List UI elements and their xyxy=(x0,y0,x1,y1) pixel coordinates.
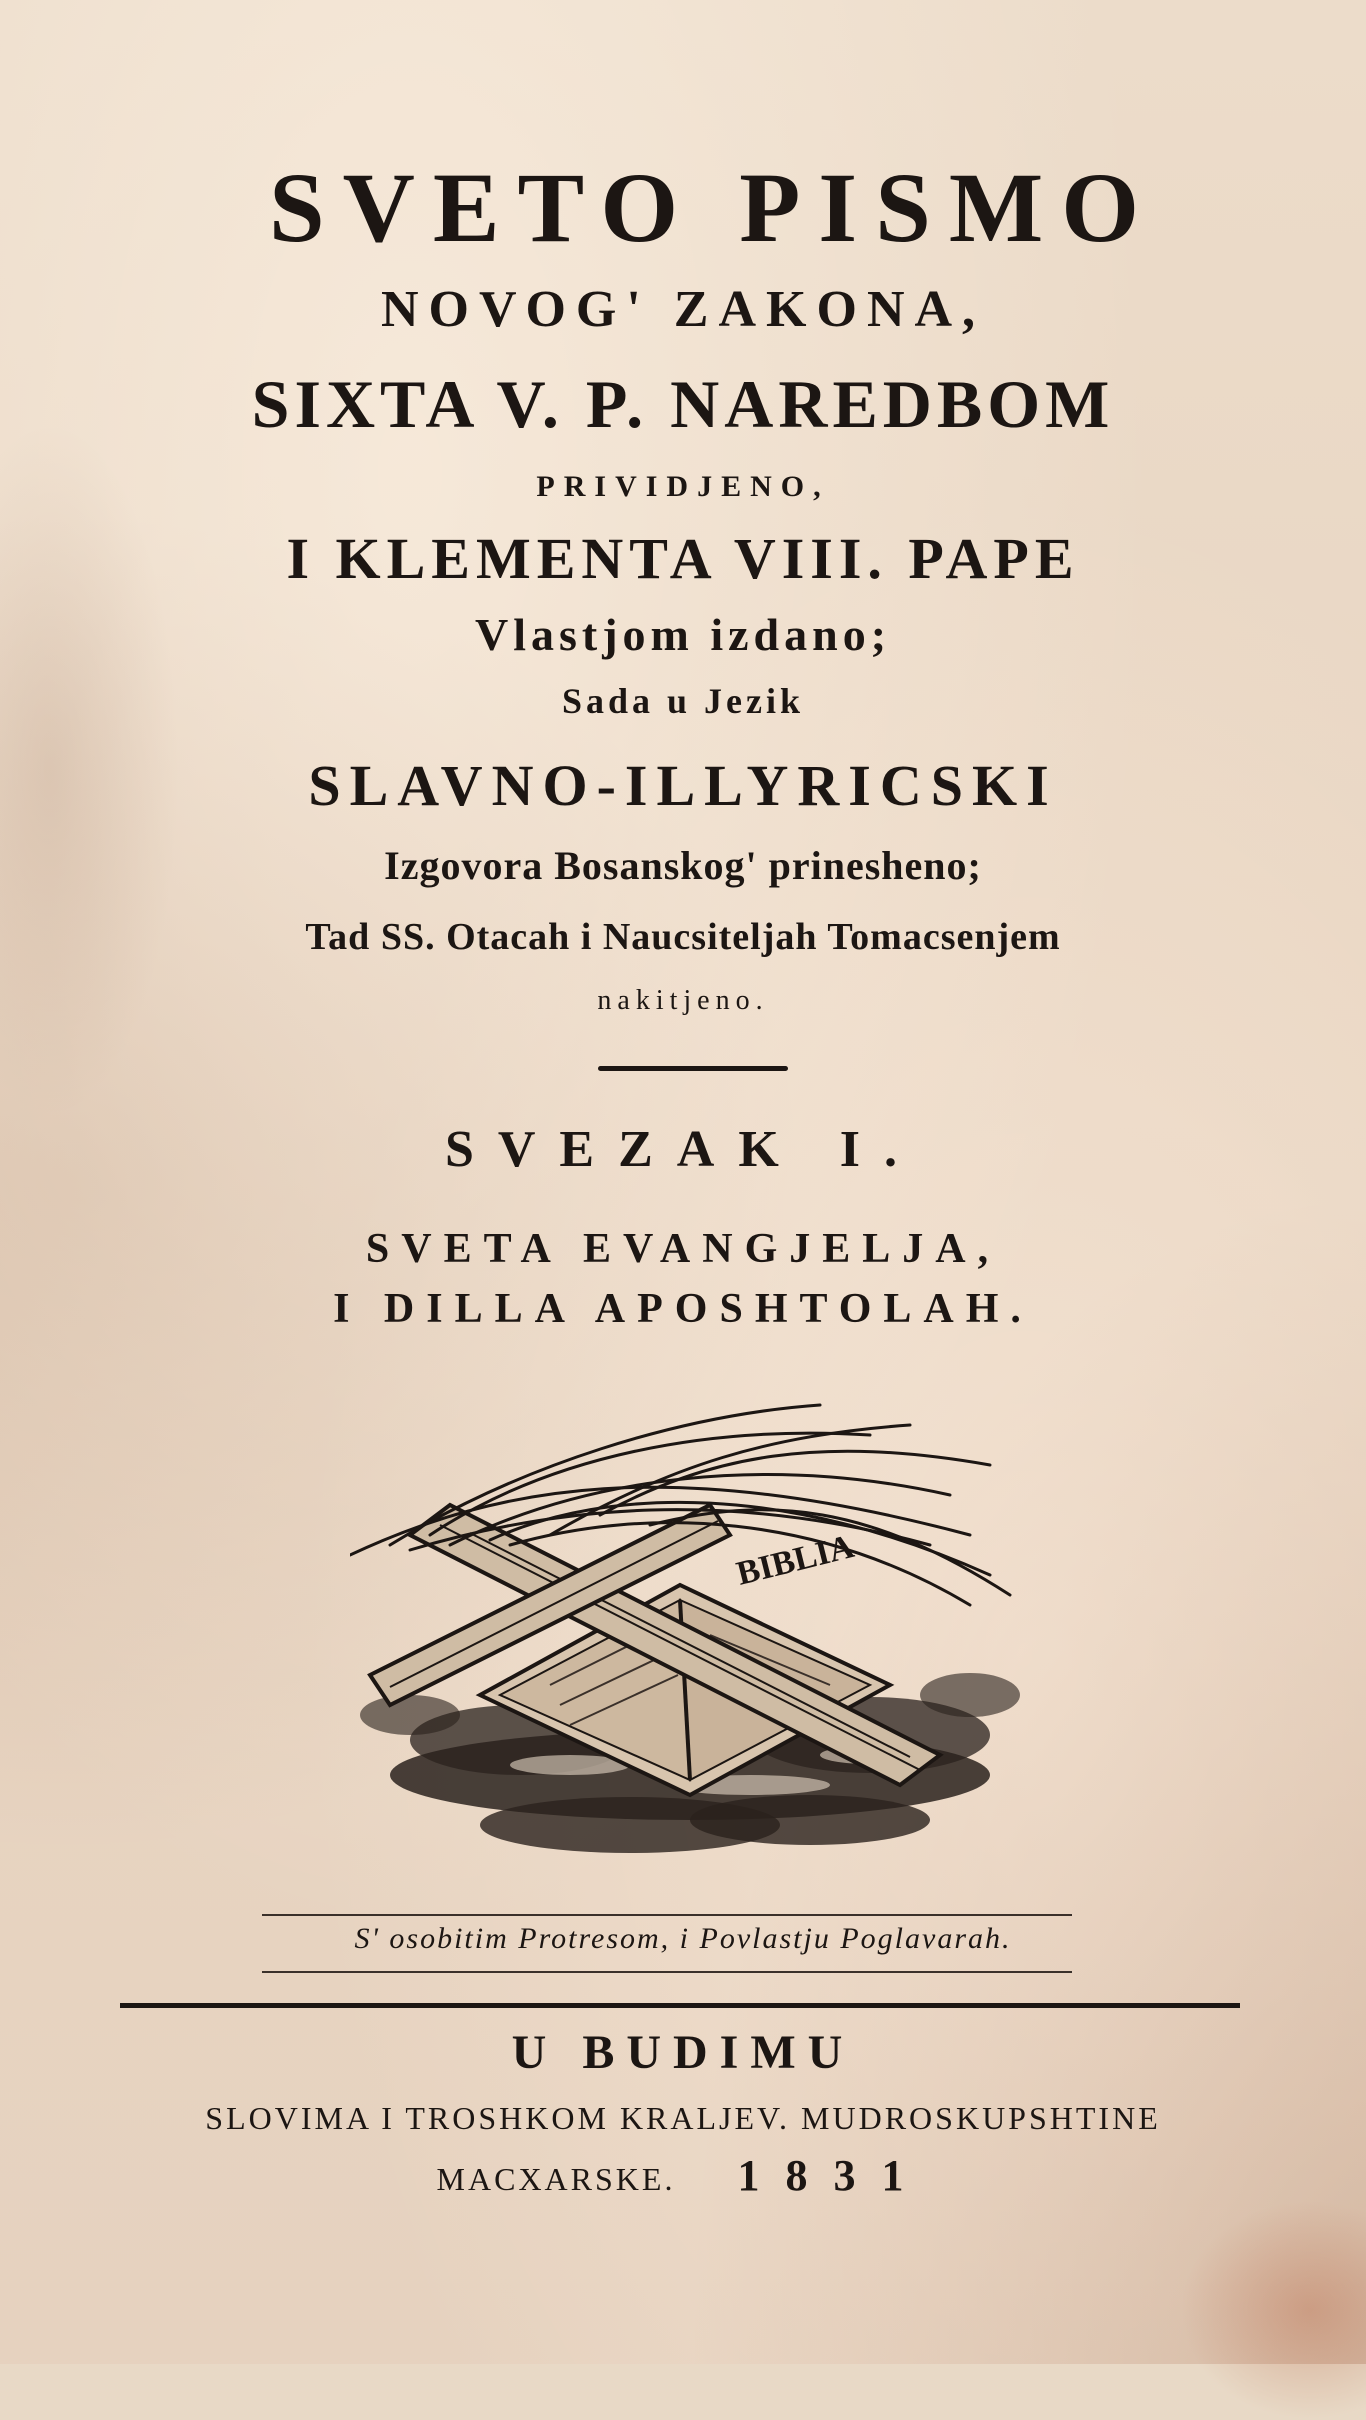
bible-cross-palm-vignette xyxy=(350,1395,1030,1875)
contents-line: I DILLA APOSHTOLAH. xyxy=(333,1286,1033,1332)
imprint-line xyxy=(0,2150,1366,2201)
ornamental-rule xyxy=(598,1066,788,1071)
volume-label: SVEZAK I. xyxy=(444,1121,922,1178)
imprint-rule xyxy=(120,2003,1240,2008)
subtitle-line: Tad SS. Otacah i Naucsiteljah Tomacsenjem xyxy=(305,916,1061,958)
imprint-line: SLOVIMA I TROSHKOM KRALJEV. MUDROSKUPSHTINE xyxy=(205,2100,1161,2136)
subtitle-line: nakitjeno. xyxy=(597,985,769,1016)
book-title: SVETO PISMO xyxy=(269,152,1157,263)
subtitle-line: PRIVIDJENO, xyxy=(536,470,830,503)
language-line: SLAVNO-ILLYRICSKI xyxy=(308,753,1058,818)
subtitle-line: Izgovora Bosanskog' prinesheno; xyxy=(384,843,982,888)
privilege-line: S' osobitim Protresom, i Povlastju Poglavarah. xyxy=(354,1922,1012,1955)
subtitle-line: SIXTA V. P. NAREDBOM xyxy=(251,366,1115,442)
subtitle-line: NOVOG' ZAKONA, xyxy=(380,281,986,338)
bible-label: BIBLIA xyxy=(732,1528,858,1593)
paper-stain xyxy=(1180,2200,1366,2420)
place-of-publication: U BUDIMU xyxy=(511,2026,855,2079)
privilege-top-rule xyxy=(262,1914,1072,1916)
privilege-bottom-rule xyxy=(262,1971,1072,1973)
imprint-prefix: MACXARSKE. xyxy=(436,2161,676,2197)
publication-year: 1831 xyxy=(737,2151,930,2200)
subtitle-line: I KLEMENTA VIII. PAPE xyxy=(286,526,1080,591)
subtitle-line: Sada u Jezik xyxy=(561,681,805,721)
subtitle-line: Vlastjom izdano; xyxy=(474,609,892,660)
contents-line: SVETA EVANGJELJA, xyxy=(365,1226,1001,1272)
